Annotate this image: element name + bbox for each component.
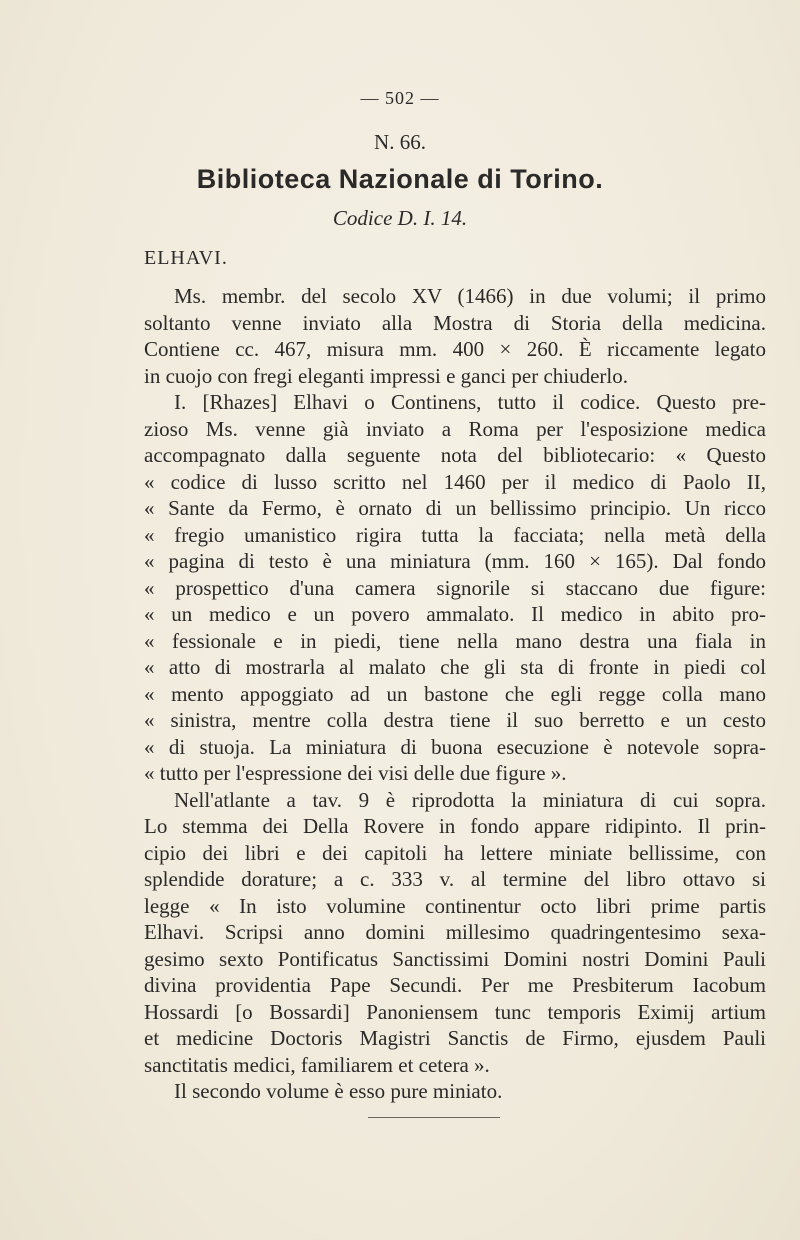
text-line: in cuojo con fregi eleganti impressi e ganci per chiuderlo. xyxy=(144,363,628,388)
text-line: soltanto venne inviato alla Mostra di Storia della medicina. xyxy=(144,310,766,335)
text-line: « Sante da Fermo, è ornato di un bellissimo principio. Un ricco xyxy=(144,496,766,520)
text-line: sanctitatis medici, familiarem et cetera ». xyxy=(144,1052,490,1077)
text-line: « fregio umanistico rigira tutta la facciata; nella metà della xyxy=(144,522,766,547)
text-line: I. [Rhazes] Elhavi o Continens, tutto il codice. Questo pre- xyxy=(174,390,766,414)
body-text xyxy=(144,283,766,1105)
text-line: « codice di lusso scritto nel 1460 per il medico di Paolo II, xyxy=(144,469,766,494)
text-line: « un medico e un povero ammalato. Il medico in abito pro- xyxy=(144,602,766,626)
text-line: Il secondo volume è esso pure miniato. xyxy=(174,1079,503,1103)
author-heading: ELHAVI. xyxy=(144,247,228,269)
page-number: — 502 — xyxy=(360,88,440,108)
text-line: et medicine Doctoris Magistri Sanctis de Firmo, ejusdem Pauli xyxy=(144,1026,766,1050)
text-line: « sinistra, mentre colla destra tiene il suo berretto e un cesto xyxy=(144,708,766,732)
text-line: « prospettico d'una camera signorile si staccano due figure: xyxy=(144,575,766,600)
text-line: accompagnato dalla seguente nota del bibliotecario: « Questo xyxy=(144,443,766,467)
text-line: « fessionale e in piedi, tiene nella mano destra una fiala in xyxy=(144,628,766,653)
text-line: divina providentia Pape Secundi. Per me Presbiterum Iacobum xyxy=(144,973,766,997)
text-line: gesimo sexto Pontificatus Sanctissimi Domini nostri Domini Pauli xyxy=(144,946,766,971)
text-line: « di stuoja. La miniatura di buona esecuzione è notevole sopra- xyxy=(144,734,766,759)
text-line: Elhavi. Scripsi anno domini millesimo quadringentesimo sexa- xyxy=(144,920,766,944)
text-line: Lo stemma dei Della Rovere in fondo appare ridipinto. Il prin- xyxy=(144,814,766,838)
text-line: Hossardi [o Bossardi] Panoniensem tunc temporis Eximij artium xyxy=(144,999,766,1024)
text-line: « atto di mostrarla al malato che gli sta di fronte in piedi col xyxy=(144,655,766,679)
text-line: splendide dorature; a c. 333 v. al termine del libro ottavo si xyxy=(144,867,766,891)
entry-number: N. 66. xyxy=(374,130,426,154)
codex-reference: Codice D. I. 14. xyxy=(332,206,468,230)
text-line: legge « In isto volumine continentur octo libri prime partis xyxy=(144,893,766,918)
text-line: « mento appoggiato ad un bastone che egli regge colla mano xyxy=(144,681,766,706)
text-line: zioso Ms. venne già inviato a Roma per l'esposizione medica xyxy=(144,416,766,441)
text-line: Contiene cc. 467, misura mm. 400 × 260. È riccamente legato xyxy=(144,337,766,361)
text-line: Nell'atlante a tav. 9 è riprodotta la miniatura di cui sopra. xyxy=(174,787,766,812)
library-title: Biblioteca Nazionale di Torino. xyxy=(196,164,604,194)
text-line: cipio dei libri e dei capitoli ha lettere miniate bellissime, con xyxy=(144,840,766,865)
text-line: « pagina di testo è una miniatura (mm. 160 × 165). Dal fondo xyxy=(144,549,766,573)
text-line: « tutto per l'espressione dei visi delle due figure ». xyxy=(144,761,567,785)
text-line: Ms. membr. del secolo XV (1466) in due volumi; il primo xyxy=(174,284,766,308)
closing-rule xyxy=(368,1117,500,1118)
